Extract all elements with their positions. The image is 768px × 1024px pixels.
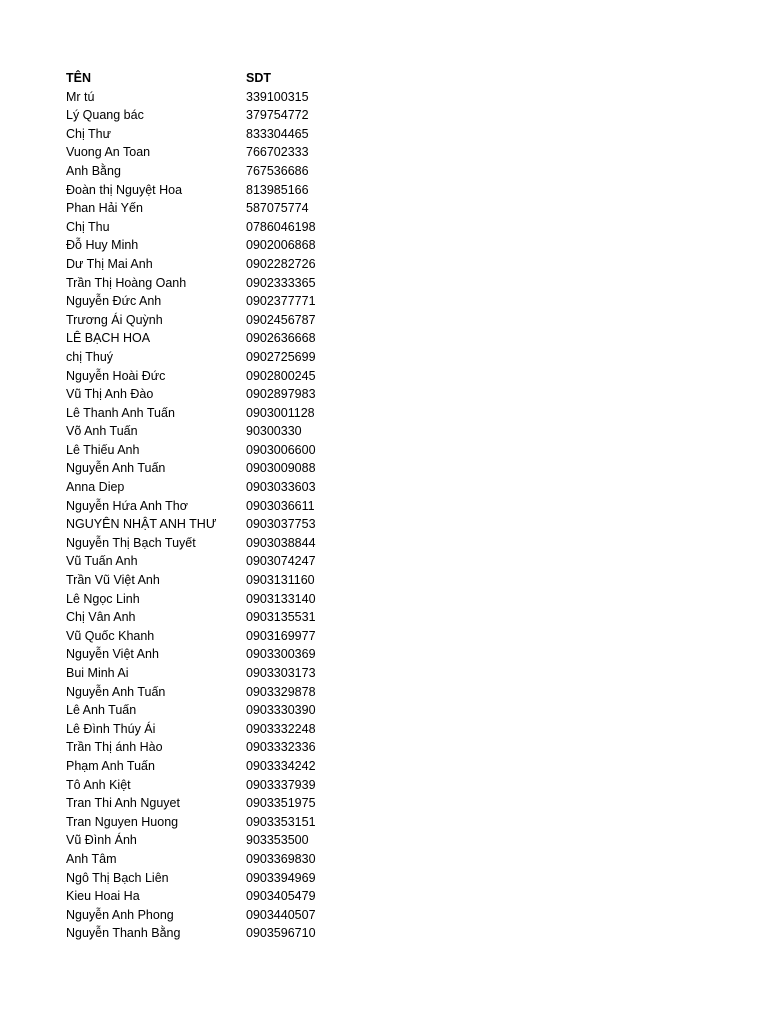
- phone-number-cell: 0903006600: [246, 442, 316, 457]
- phone-number-cell: 0903300369: [246, 647, 316, 662]
- contact-name-cell: Vũ Quốc Khanh: [66, 628, 155, 643]
- contact-name-cell: Phạm Anh Tuấn: [66, 758, 155, 773]
- contact-name-cell: Lê Đình Thúy Ái: [66, 721, 156, 736]
- phone-number-cell: 0903329878: [246, 684, 316, 699]
- contact-name-cell: Đoàn thị Nguyệt Hoa: [66, 182, 183, 197]
- phone-number-cell: 767536686: [246, 163, 309, 178]
- table-row: [66, 422, 366, 441]
- contact-name-cell: Dư Thị Mai Anh: [66, 256, 153, 271]
- phone-number-cell: 0902800245: [246, 368, 316, 383]
- table-row: [66, 776, 366, 795]
- phone-number-cell: 0902897983: [246, 387, 316, 402]
- phone-number-cell: 0903033603: [246, 480, 316, 495]
- contact-name-cell: Chị Thư: [66, 126, 111, 141]
- table-row: [66, 869, 366, 888]
- phone-number-cell: 0903596710: [246, 926, 316, 941]
- table-row: [66, 515, 366, 534]
- phone-number-cell: 766702333: [246, 145, 309, 160]
- phone-number-cell: 0903037753: [246, 517, 316, 532]
- phone-number-cell: 0902636668: [246, 331, 316, 346]
- table-row: [66, 348, 366, 367]
- phone-number-cell: 587075774: [246, 201, 309, 216]
- contact-name-cell: Chị Thu: [66, 219, 110, 234]
- table-row: [66, 590, 366, 609]
- phone-number-cell: 0903353151: [246, 814, 316, 829]
- table-row: [66, 738, 366, 757]
- table-row: [66, 385, 366, 404]
- phone-number-cell: 0903169977: [246, 628, 316, 643]
- table-row: [66, 683, 366, 702]
- table-row: [66, 497, 366, 516]
- phone-column-header: SDT: [246, 71, 271, 85]
- contact-name-cell: Tran Thi Anh Nguyet: [66, 796, 180, 811]
- contact-name-cell: Vuong An Toan: [66, 145, 151, 160]
- table-row: [66, 88, 366, 107]
- phone-number-cell: 0903133140: [246, 591, 316, 606]
- table-row: [66, 831, 366, 850]
- contact-name-cell: Phan Hải Yến: [66, 201, 143, 216]
- table-row: [66, 720, 366, 739]
- table-row: [66, 292, 366, 311]
- contact-name-cell: Ngô Thị Bạch Liên: [66, 870, 169, 885]
- phone-number-cell: 0903038844: [246, 535, 316, 550]
- contact-name-cell: Nguyễn Thanh Bằng: [66, 926, 181, 941]
- table-row: [66, 236, 366, 255]
- contact-name-cell: Lý Quang bác: [66, 108, 144, 123]
- contact-name-cell: Trần Thị Hoàng Oanh: [66, 275, 187, 290]
- phone-number-cell: 0903334242: [246, 758, 316, 773]
- contact-name-cell: Tô Anh Kiệt: [66, 777, 131, 792]
- phone-number-cell: 0903009088: [246, 461, 316, 476]
- contact-name-cell: NGUYÊN NHẬT ANH THƯ: [66, 517, 217, 532]
- table-row: [66, 106, 366, 125]
- table-row: [66, 162, 366, 181]
- contact-name-cell: Vũ Đình Ánh: [66, 833, 137, 848]
- table-row: [66, 218, 366, 237]
- contact-name-cell: Tran Nguyen Huong: [66, 814, 179, 829]
- table-row: [66, 311, 366, 330]
- contact-name-cell: Lê Anh Tuấn: [66, 703, 137, 718]
- table-row: [66, 850, 366, 869]
- table-row: [66, 255, 366, 274]
- phone-number-cell: 0903394969: [246, 870, 316, 885]
- table-row: [66, 608, 366, 627]
- contact-name-cell: Trương Ái Quỳnh: [66, 312, 163, 327]
- contact-name-cell: LÊ BẠCH HOA: [66, 331, 151, 346]
- contact-name-cell: Nguyễn Hứa Anh Thơ: [66, 498, 188, 513]
- phone-number-cell: 0903074247: [246, 554, 316, 569]
- table-row: [66, 571, 366, 590]
- contact-name-cell: Anh Tâm: [66, 851, 117, 866]
- contact-name-cell: Đỗ Huy Minh: [66, 238, 139, 253]
- name-column-header: TÊN: [66, 71, 91, 85]
- contact-name-cell: Nguyễn Đức Anh: [66, 294, 162, 309]
- table-row: [66, 274, 366, 293]
- table-row: [66, 757, 366, 776]
- phone-number-cell: 0903405479: [246, 889, 316, 904]
- phone-number-cell: 0903440507: [246, 907, 316, 922]
- table-row: [66, 552, 366, 571]
- contact-name-cell: Trần Vũ Việt Anh: [66, 573, 160, 588]
- phone-number-cell: 0903351975: [246, 796, 316, 811]
- table-row: [66, 813, 366, 832]
- phone-number-cell: 0903303173: [246, 666, 316, 680]
- phone-number-cell: 0903330390: [246, 703, 316, 718]
- phone-number-cell: 903353500: [246, 833, 309, 848]
- table-row: [66, 441, 366, 460]
- contact-name-cell: Nguyễn Hoài Đức: [66, 368, 166, 383]
- contact-name-cell: Kieu Hoai Ha: [66, 889, 140, 904]
- contact-name-cell: Nguyễn Thị Bạch Tuyết: [66, 535, 196, 550]
- contact-name-cell: Vũ Thị Anh Đào: [66, 387, 154, 402]
- table-row: [66, 664, 366, 683]
- phone-number-cell: 0903131160: [246, 573, 315, 588]
- table-row: [66, 143, 366, 162]
- contact-name-cell: Nguyễn Anh Tuấn: [66, 684, 166, 699]
- contact-name-cell: Lê Thiếu Anh: [66, 442, 140, 457]
- table-row: [66, 627, 366, 646]
- phone-number-cell: 0903332248: [246, 721, 316, 736]
- table-row: [66, 701, 366, 720]
- contact-table: [66, 69, 366, 943]
- phone-number-cell: 0902725699: [246, 349, 316, 364]
- phone-number-cell: 0902006868: [246, 238, 316, 253]
- table-row: [66, 924, 366, 943]
- table-row: [66, 478, 366, 497]
- contact-name-cell: Vũ Tuấn Anh: [66, 554, 138, 569]
- phone-number-cell: 0902456787: [246, 312, 316, 327]
- phone-number-cell: 813985166: [246, 182, 309, 197]
- phone-number-cell: 0903001128: [246, 405, 315, 420]
- table-row: [66, 329, 366, 348]
- table-row: [66, 534, 366, 553]
- phone-number-cell: 0902282726: [246, 256, 316, 271]
- contact-name-cell: Anh Bằng: [66, 163, 121, 178]
- phone-number-cell: 0902377771: [246, 294, 316, 309]
- phone-number-cell: 379754772: [246, 108, 309, 123]
- table-row: [66, 367, 366, 386]
- contact-name-cell: Mr tú: [66, 89, 95, 104]
- table-row: [66, 645, 366, 664]
- phone-number-cell: 0903369830: [246, 851, 316, 866]
- table-row: [66, 887, 366, 906]
- contact-name-cell: Anna Diep: [66, 480, 125, 495]
- contact-name-cell: Lê Ngọc Linh: [66, 591, 140, 606]
- phone-number-cell: 0902333365: [246, 275, 316, 290]
- phone-number-cell: 0903036611: [246, 498, 315, 513]
- contact-name-cell: Chị Vân Anh: [66, 610, 136, 625]
- phone-number-cell: 0786046198: [246, 219, 316, 234]
- table-row: [66, 906, 366, 925]
- contact-name-cell: chị Thuý: [66, 349, 114, 364]
- table-header-row: [66, 69, 366, 88]
- table-row: [66, 199, 366, 218]
- phone-number-cell: 0903337939: [246, 777, 316, 792]
- table-row: [66, 125, 366, 144]
- contact-name-cell: Nguyễn Anh Tuấn: [66, 461, 166, 476]
- table-row: [66, 459, 366, 478]
- contact-name-cell: Võ Anh Tuấn: [66, 424, 138, 439]
- table-row: [66, 404, 366, 423]
- table-body: [66, 88, 366, 943]
- phone-number-cell: 90300330: [246, 424, 302, 439]
- contact-name-cell: Lê Thanh Anh Tuấn: [66, 405, 175, 420]
- table-row: [66, 794, 366, 813]
- phone-number-cell: 0903332336: [246, 740, 316, 755]
- phone-number-cell: 0903135531: [246, 610, 316, 625]
- table-row: [66, 181, 366, 200]
- contact-name-cell: Nguyễn Anh Phong: [66, 907, 174, 922]
- contact-name-cell: Bui Minh Ai: [66, 666, 129, 680]
- phone-number-cell: 339100315: [246, 89, 309, 104]
- phone-number-cell: 833304465: [246, 126, 309, 141]
- contact-name-cell: Trần Thị ánh Hào: [66, 740, 163, 755]
- contact-name-cell: Nguyễn Việt Anh: [66, 647, 159, 662]
